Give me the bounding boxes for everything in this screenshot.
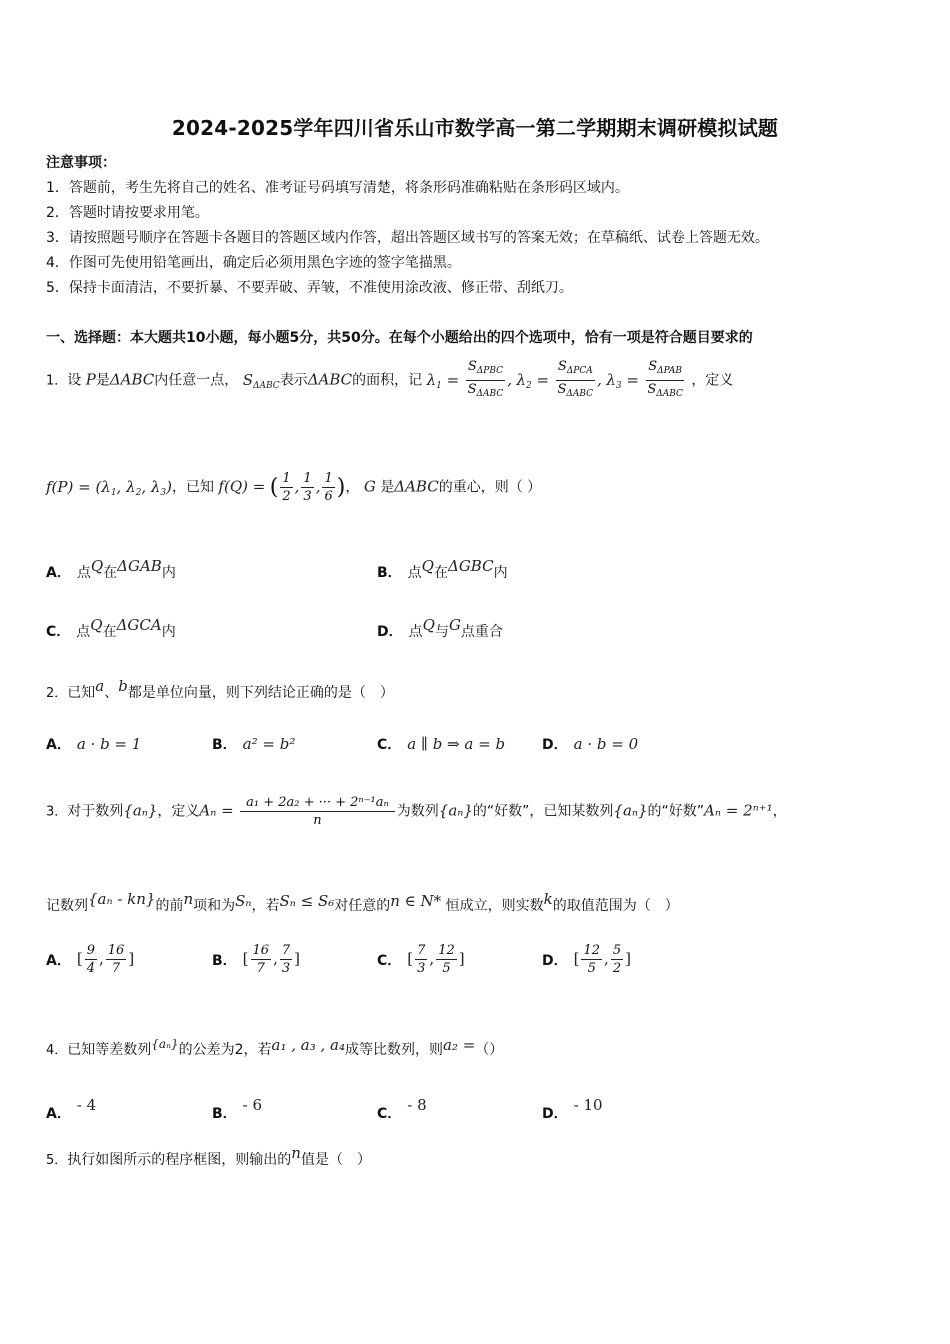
question-3-stem: 3．对于数列{aₙ}，定义Aₙ = $\frac{\text{a₁ + 2a₂ + ··· + 2ⁿ⁻¹aₙ}}{n}$ 为数列{aₙ}的“好数”，已知某数列{aₙ}的“好数”Aₙ = 2ⁿ⁺¹， (46, 795, 787, 828)
option-A[interactable]: A． - 4 (46, 1096, 97, 1122)
question-3-stem-cont: 记数列{aₙ - kn}的前n项和为Sₙ，若Sₙ ≤ S₆对任意的n ∈ N* 恒成立，则实数k的取值范围为（ ） (46, 890, 679, 914)
math-triangle: ΔABC (394, 477, 439, 496)
text: ， (345, 479, 360, 496)
question-1-stem-cont: $f(P) = (\lambda_1$, $\lambda_2$, $\lambda_3$)，已知 f(Q) = ( $\frac{1}{2}$ , $\frac{1}{3}$ , $\frac{1}{6}$ )， G 是ΔABC的重心，则（ ） (46, 471, 542, 504)
math-P: P (85, 370, 96, 389)
math-area: $S_{\Delta ABC}$ (242, 370, 280, 391)
option-A[interactable]: A． [ $\frac{9}{4}$ , $\frac{16}{7}$ ] (46, 943, 135, 976)
question-1-stem: 1．设 P是ΔABC内任意一点， $S_{\Delta ABC}$表示ΔABC的面积，记 $\lambda_1$ = $\frac{S_{\Delta PBC}}{S_{\Delta ABC}}$ , $\lambda_2$ = $\frac{S_{\Delta PCA}}{S_{\Delta ABC}}$ , $\lambda_3$ = $\frac{S_{\Delta PAB}}{S_{\Delta ABC}}$ ，定义 (46, 358, 733, 403)
text: 的重心，则（ ） (438, 479, 542, 496)
math-G: G (363, 477, 376, 496)
fraction-good-number: $\frac{\text{a₁ + 2a₂ + ··· + 2ⁿ⁻¹aₙ}}{n}$ (240, 794, 395, 829)
math-triangle: ΔABC (109, 370, 155, 389)
text: 设 (67, 372, 82, 389)
question-number: 4． (46, 1043, 68, 1058)
fraction: $\frac{1}{6}$ (324, 471, 333, 504)
question-4-stem: 4．已知等差数列{aₙ}的公差为2，若a₁ , a₃ , a₄成等比数列，则a₂ =（） (46, 1036, 504, 1058)
question-number: 2． (46, 686, 68, 701)
math-lambda3: $\lambda_3$ = (606, 370, 639, 391)
section-heading: 一、选择题：本大题共10小题，每小题5分，共50分。在每个小题给出的四个选项中，恰有一项是符合题目要求的 (46, 330, 753, 346)
text: ，定义 (691, 372, 734, 389)
option-C[interactable]: C． - 8 (377, 1096, 427, 1122)
text: 表示 (279, 372, 308, 389)
text: 的面积，记 (352, 372, 423, 389)
option-C[interactable]: C． a ∥ b ⇒ a = b (377, 735, 506, 753)
question-number: 5． (46, 1153, 68, 1168)
notice-heading: 注意事项： (46, 155, 116, 171)
question-number: 1． (46, 373, 68, 389)
text: ，已知 (171, 479, 214, 496)
fraction: $\frac{1}{3}$ (303, 471, 312, 504)
option-B[interactable]: B． 点Q在ΔGBC内 (377, 557, 508, 581)
option-B[interactable]: B． a² = b² (212, 735, 296, 753)
option-C[interactable]: C． 点Q在ΔGCA内 (46, 616, 176, 640)
option-D[interactable]: D． 点Q与G点重合 (377, 616, 503, 640)
text: 内任意一点， (154, 372, 239, 389)
notice-item: 5．保持卡面清洁，不要折暴、不要弄破、弄皱，不准使用涂改液、修正带、刮纸刀。 (46, 280, 573, 296)
question-2-stem: 2．已知a、b都是单位向量，则下列结论正确的是（ ） (46, 677, 394, 701)
notice-item: 3．请按照题号顺序在答题卡各题目的答题区域内作答，超出答题区域书写的答案无效；在草稿纸、试卷上答题无效。 (46, 230, 769, 246)
math-triangle: ΔABC (307, 370, 353, 389)
option-B[interactable]: B． - 6 (212, 1096, 263, 1122)
fraction-lambda1: $\frac{S_{\Delta PBC}}{S_{\Delta ABC}}$ (467, 359, 504, 399)
text: 是 (95, 372, 110, 389)
option-B[interactable]: B． [ $\frac{16}{7}$ , $\frac{7}{3}$ ] (212, 943, 300, 976)
fraction-lambda3: $\frac{S_{\Delta PAB}}{S_{\Delta ABC}}$ (647, 359, 683, 399)
fraction-lambda2: $\frac{S_{\Delta PCA}}{S_{\Delta ABC}}$ (557, 359, 594, 399)
text: 是 (380, 479, 395, 496)
page-title: 2024-2025学年四川省乐山市数学高一第二学期期末调研模拟试题 (171, 116, 779, 140)
question-number: 3． (46, 804, 68, 820)
math-fP: $f(P) = (\lambda_1$, $\lambda_2$, $\lambda_3$) (46, 477, 172, 498)
option-D[interactable]: D． - 10 (542, 1096, 603, 1122)
math-lambda2: $\lambda_2$ = (516, 370, 550, 391)
option-A[interactable]: A． a · b = 1 (46, 735, 142, 753)
notice-item: 2．答题时请按要求用笔。 (46, 205, 209, 221)
notice-item: 1．答题前，考生先将自己的姓名、准考证号码填写清楚，将条形码准确粘贴在条形码区域内。 (46, 180, 629, 196)
option-D[interactable]: D． [ $\frac{12}{5}$ , $\frac{5}{2}$ ] (542, 943, 631, 976)
math-fQ: f(Q) = (218, 477, 266, 496)
fraction: $\frac{1}{2}$ (282, 471, 291, 504)
notice-item: 4．作图可先使用铅笔画出，确定后必须用黑色字迹的签字笔描黑。 (46, 255, 461, 271)
question-5-stem: 5．执行如图所示的程序框图，则输出的n值是（ ） (46, 1144, 371, 1168)
option-D[interactable]: D． a · b = 0 (542, 735, 639, 753)
math-lambda1: $\lambda_1$ = (426, 370, 460, 391)
option-A[interactable]: A． 点Q在ΔGAB内 (46, 557, 176, 581)
option-C[interactable]: C． [ $\frac{7}{3}$ , $\frac{12}{5}$ ] (377, 943, 465, 976)
